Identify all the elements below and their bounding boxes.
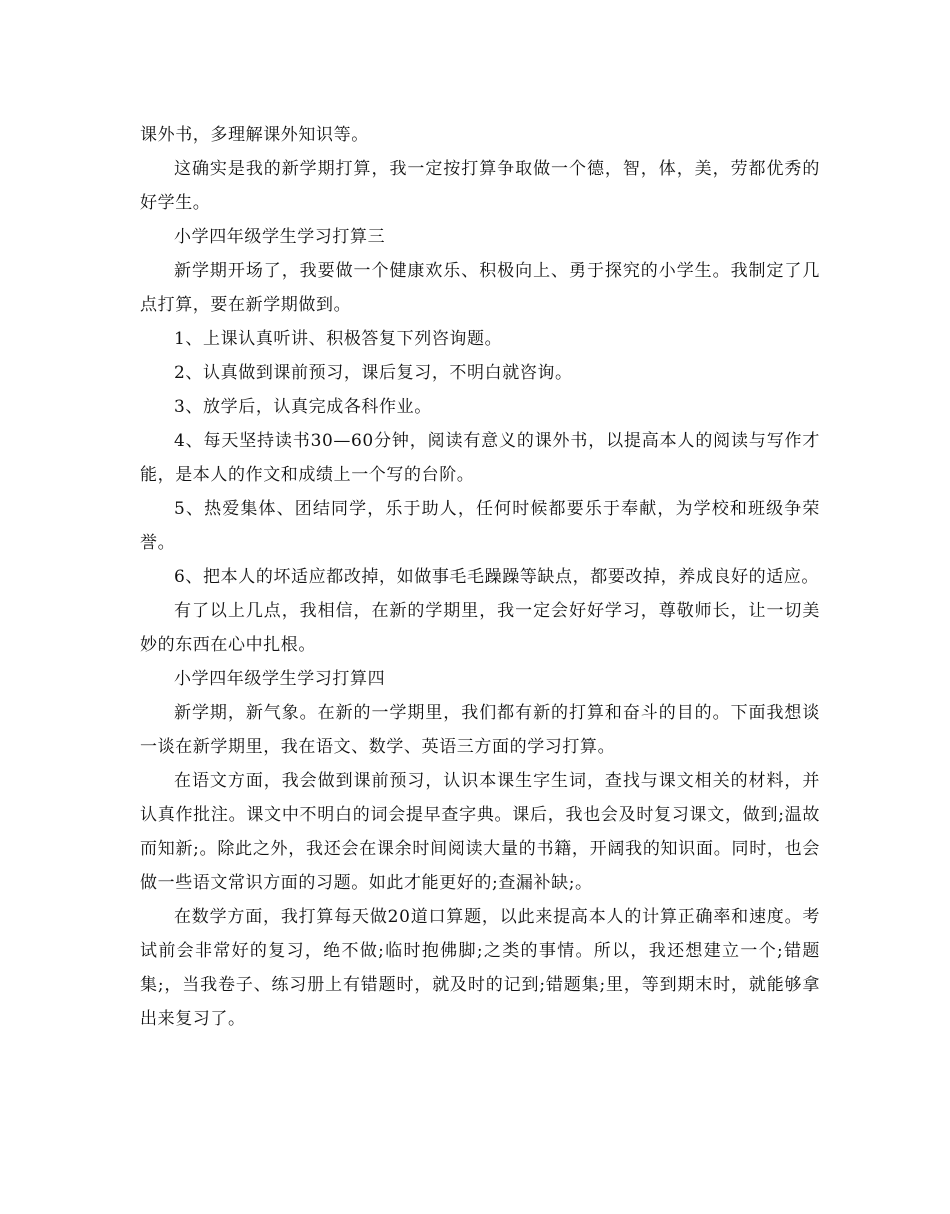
list-item: 1、上课认真听讲、积极答复下列咨询题。 xyxy=(174,329,503,349)
paragraph: 新学期，新气象。在新的一学期里，我们都有新的打算和奋斗的目的。下面我想谈一谈在新学期里，我在语文、数学、英语三方面的学习打算。 xyxy=(140,703,820,757)
document-body xyxy=(140,118,820,1036)
paragraph: 在数学方面，我打算每天做20道口算题，以此来提高本人的计算正确率和速度。考试前会非常好的复习，绝不做;临时抱佛脚;之类的事情。所以，我还想建立一个;错题集;，当我卷子、练习册上有错题时，就及时的记到;错题集;里，等到期末时，就能够拿出来复习了。 xyxy=(140,907,820,1029)
list-item: 5、热爱集体、团结同学，乐于助人，任何时候都要乐于奉献，为学校和班级争荣誉。 xyxy=(140,499,820,553)
section-heading: 小学四年级学生学习打算三 xyxy=(174,227,386,247)
paragraph: 在语文方面，我会做到课前预习，认识本课生字生词，查找与课文相关的材料，并认真作批注。课文中不明白的词会提早查字典。课后，我也会及时复习课文，做到;温故而知新;。除此之外，我还会在课余时间阅读大量的书籍，开阔我的知识面。同时，也会做一些语文常识方面的习题。如此才能更好的;查漏补缺;。 xyxy=(140,771,820,893)
list-item: 6、把本人的坏适应都改掉，如做事毛毛躁躁等缺点，都要改掉，养成良好的适应。 xyxy=(174,567,820,587)
paragraph: 课外书，多理解课外知识等。 xyxy=(140,125,369,145)
paragraph: 新学期开场了，我要做一个健康欢乐、积极向上、勇于探究的小学生。我制定了几点打算，要在新学期做到。 xyxy=(140,261,820,315)
list-item: 2、认真做到课前预习，课后复习，不明白就咨询。 xyxy=(174,363,573,383)
list-item: 4、每天坚持读书30—60分钟，阅读有意义的课外书，以提高本人的阅读与写作才能，是本人的作文和成绩上一个写的台阶。 xyxy=(140,431,820,485)
list-item: 3、放学后，认真完成各科作业。 xyxy=(174,397,432,417)
section-heading: 小学四年级学生学习打算四 xyxy=(174,669,386,689)
paragraph: 这确实是我的新学期打算，我一定按打算争取做一个德，智，体，美，劳都优秀的好学生。 xyxy=(140,159,820,213)
paragraph: 有了以上几点，我相信，在新的学期里，我一定会好好学习，尊敬师长，让一切美妙的东西在心中扎根。 xyxy=(140,601,820,655)
